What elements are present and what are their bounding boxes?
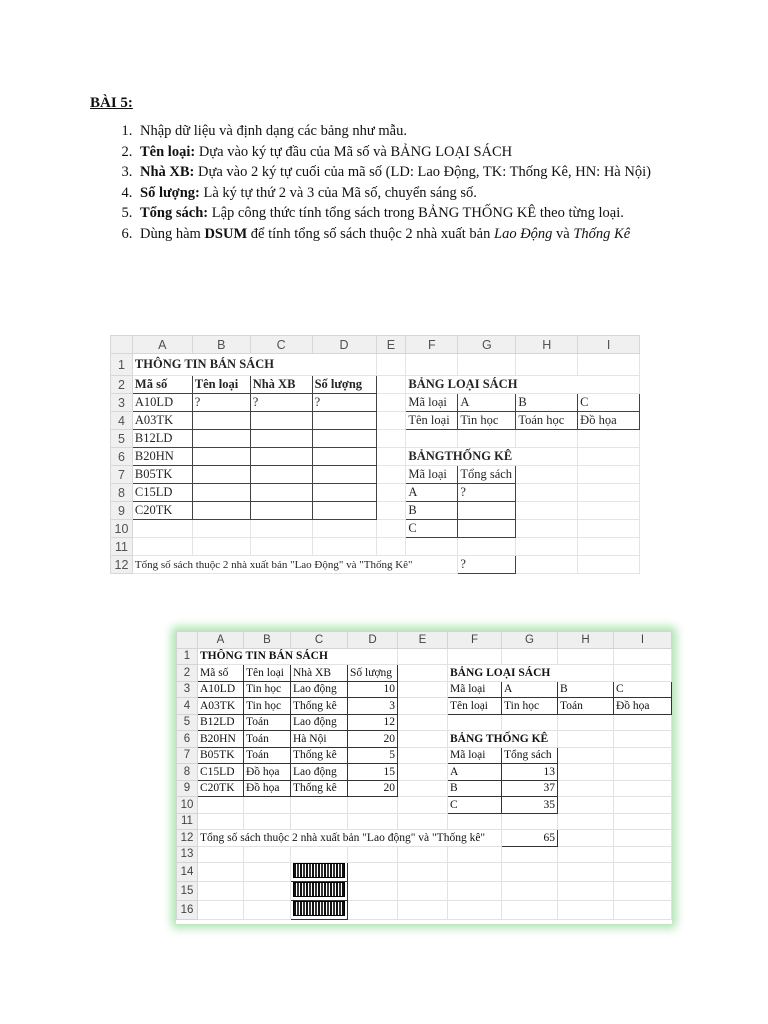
cell[interactable]: Đồ họa [244, 764, 291, 781]
table-row [111, 502, 640, 520]
column-header[interactable]: E [376, 336, 406, 354]
spreadsheet-grid [110, 335, 640, 574]
column-header[interactable]: I [614, 632, 672, 649]
cell[interactable]: 3 [348, 698, 398, 715]
cell[interactable]: Lao động [291, 714, 348, 731]
scribbled-cell[interactable] [291, 863, 348, 882]
row-header[interactable]: 8 [111, 484, 133, 502]
cell[interactable]: Mã loại [448, 681, 502, 698]
column-header[interactable]: G [502, 632, 558, 649]
type-table-title[interactable]: BẢNG LOẠI SÁCH [406, 376, 640, 394]
table-row [111, 466, 640, 484]
table-row [177, 813, 672, 830]
table-row [177, 846, 672, 863]
task-item: 3. Nhà XB: Dựa vào 2 ký tự cuối của mã số (LD: Lao Động, TK: Thống Kê, HN: Hà Nội) [136, 162, 716, 183]
cell[interactable]: B [406, 502, 458, 520]
scribble-mark [293, 863, 345, 878]
column-header[interactable]: B [244, 632, 291, 649]
table-row [177, 797, 672, 814]
cell[interactable]: Tên loại [448, 698, 502, 715]
table-row [111, 394, 640, 412]
cell[interactable]: C [578, 394, 640, 412]
table-row [177, 714, 672, 731]
row-header[interactable]: 10 [177, 797, 198, 814]
cell[interactable]: Đồ họa [244, 780, 291, 797]
cell[interactable]: B [448, 780, 502, 797]
row-header[interactable]: 4 [177, 698, 198, 715]
task-item: 1. Nhập dữ liệu và định dạng các bảng như mẫu. [136, 121, 716, 142]
template-spreadsheet [110, 335, 640, 580]
header-cell[interactable]: Mã số [198, 665, 244, 682]
cell[interactable]: A [448, 764, 502, 781]
code-cell[interactable]: B20HN [132, 448, 192, 466]
header-cell[interactable]: Tổng sách [502, 747, 558, 764]
cell[interactable]: 20 [348, 780, 398, 797]
table-row [177, 747, 672, 764]
table-row [111, 354, 640, 376]
column-header[interactable]: I [578, 336, 640, 354]
cell[interactable]: Tin học [244, 698, 291, 715]
row-header[interactable]: 1 [111, 354, 133, 376]
result-spreadsheet [176, 631, 672, 924]
total-label[interactable]: Tổng số sách thuộc 2 nhà xuất bản "Lao Động" và "Thống Kê" [132, 556, 457, 574]
row-header[interactable]: 3 [177, 681, 198, 698]
cell[interactable]: Thống kê [291, 698, 348, 715]
cell[interactable]: C [406, 520, 458, 538]
column-header[interactable]: A [198, 632, 244, 649]
row-header[interactable]: 2 [111, 376, 133, 394]
total-label[interactable]: Tổng số sách thuộc 2 nhà xuất bản "Lao động" và "Thống kê" [198, 830, 502, 847]
table-row [111, 520, 640, 538]
row-header[interactable]: 15 [177, 882, 198, 901]
column-header[interactable]: D [348, 632, 398, 649]
cell[interactable]: Thống kê [291, 780, 348, 797]
row-header[interactable]: 10 [111, 520, 133, 538]
cell[interactable]: C [614, 681, 672, 698]
column-header[interactable]: E [398, 632, 448, 649]
cell[interactable]: B [516, 394, 578, 412]
table-row [111, 484, 640, 502]
cell[interactable]: ? [312, 394, 376, 412]
stat-table-title[interactable]: BẢNG THỐNG KÊ [448, 731, 558, 748]
task-list [95, 121, 716, 244]
cell[interactable]: C20TK [198, 780, 244, 797]
table-row [177, 648, 672, 665]
header-cell[interactable]: Tên loại [192, 376, 250, 394]
row-header[interactable]: 2 [177, 665, 198, 682]
cell[interactable]: C [448, 797, 502, 814]
cell[interactable]: A10LD [198, 681, 244, 698]
cell[interactable]: Tin học [502, 698, 558, 715]
scribble-mark [293, 901, 345, 916]
row-header[interactable]: 7 [177, 747, 198, 764]
total-cell[interactable]: ? [458, 556, 516, 574]
row-header[interactable]: 7 [111, 466, 133, 484]
row-header[interactable]: 5 [111, 430, 133, 448]
row-header[interactable]: 11 [111, 538, 133, 556]
cell[interactable]: Tin học [458, 412, 516, 430]
header-cell[interactable]: Số lượng [312, 376, 376, 394]
header-cell[interactable]: Tên loại [244, 665, 291, 682]
task-item: 5. Tổng sách: Lập công thức tính tổng sách trong BẢNG THỐNG KÊ theo từng loại. [136, 203, 716, 224]
table-row [177, 764, 672, 781]
table-row [111, 556, 640, 574]
cell[interactable]: A [502, 681, 558, 698]
type-table-title[interactable]: BẢNG LOẠI SÁCH [448, 665, 614, 682]
row-header[interactable]: 13 [177, 846, 198, 863]
table-row [177, 901, 672, 920]
cell[interactable]: ? [192, 394, 250, 412]
cell[interactable]: A03TK [198, 698, 244, 715]
row-header[interactable]: 8 [177, 764, 198, 781]
cell[interactable]: 35 [502, 797, 558, 814]
table-row [177, 665, 672, 682]
column-header[interactable]: H [558, 632, 614, 649]
cell[interactable]: B [558, 681, 614, 698]
cell[interactable]: 37 [502, 780, 558, 797]
header-cell[interactable]: Mã loại [448, 747, 502, 764]
sheet-title[interactable]: THÔNG TIN BÁN SÁCH [198, 648, 398, 665]
cell[interactable]: 5 [348, 747, 398, 764]
code-cell[interactable]: C20TK [132, 502, 192, 520]
row-header[interactable]: 11 [177, 813, 198, 830]
cell[interactable]: Hà Nội [291, 731, 348, 748]
cell[interactable]: A [458, 394, 516, 412]
cell[interactable]: B05TK [198, 747, 244, 764]
cell[interactable]: 12 [348, 714, 398, 731]
row-header[interactable]: 3 [111, 394, 133, 412]
scribbled-cell[interactable] [291, 882, 348, 901]
table-row [111, 430, 640, 448]
cell[interactable]: Đồ họa [578, 412, 640, 430]
table-row [177, 780, 672, 797]
row-header[interactable]: 6 [111, 448, 133, 466]
cell[interactable]: C15LD [198, 764, 244, 781]
cell[interactable]: 10 [348, 681, 398, 698]
scribbled-cell[interactable] [291, 901, 348, 920]
column-header[interactable]: F [406, 336, 458, 354]
task-item: 6. Dùng hàm DSUM để tính tổng số sách thuộc 2 nhà xuất bản Lao Động và Thống Kê [136, 224, 716, 245]
column-header-row [111, 336, 640, 354]
code-cell[interactable]: C15LD [132, 484, 192, 502]
column-header[interactable]: F [448, 632, 502, 649]
cell[interactable]: Toán [558, 698, 614, 715]
cell[interactable]: A [406, 484, 458, 502]
code-cell[interactable]: B12LD [132, 430, 192, 448]
table-row [111, 448, 640, 466]
cell[interactable]: Lao động [291, 681, 348, 698]
table-row [177, 882, 672, 901]
column-header[interactable]: B [192, 336, 250, 354]
table-row [177, 830, 672, 847]
table-row [177, 863, 672, 882]
exercise-heading: BÀI 5: [90, 95, 133, 111]
cell[interactable]: 15 [348, 764, 398, 781]
cell[interactable]: Lao động [291, 764, 348, 781]
header-cell[interactable]: Nhà XB [291, 665, 348, 682]
cell[interactable]: Đồ họa [614, 698, 672, 715]
cell[interactable]: Mã loại [406, 394, 458, 412]
column-header-row [177, 632, 672, 649]
cell[interactable]: Toán [244, 747, 291, 764]
task-item: 4. Số lượng: Là ký tự thứ 2 và 3 của Mã số, chuyển sáng số. [136, 183, 716, 204]
total-cell[interactable]: 65 [502, 830, 558, 847]
column-header[interactable]: H [516, 336, 578, 354]
code-cell[interactable]: A10LD [132, 394, 192, 412]
table-row [111, 376, 640, 394]
code-cell[interactable]: A03TK [132, 412, 192, 430]
table-row [177, 698, 672, 715]
table-row [177, 681, 672, 698]
row-header[interactable]: 6 [177, 731, 198, 748]
cell[interactable]: Tin học [244, 681, 291, 698]
row-header[interactable]: 12 [111, 556, 133, 574]
table-row [111, 412, 640, 430]
header-cell[interactable]: Mã loại [406, 466, 458, 484]
row-header[interactable]: 5 [177, 714, 198, 731]
column-header[interactable]: A [132, 336, 192, 354]
cell[interactable]: ? [458, 484, 516, 502]
cell[interactable]: B12LD [198, 714, 244, 731]
task-item: 2. Tên loại: Dựa vào ký tự đầu của Mã số và BẢNG LOẠI SÁCH [136, 142, 716, 163]
column-header[interactable]: C [291, 632, 348, 649]
stat-table-title[interactable]: BẢNGTHỐNG KÊ [406, 448, 578, 466]
row-header[interactable]: 4 [111, 412, 133, 430]
row-header[interactable]: 9 [111, 502, 133, 520]
cell[interactable]: B20HN [198, 731, 244, 748]
header-cell[interactable]: Số lượng [348, 665, 398, 682]
column-header[interactable]: D [312, 336, 376, 354]
table-row [111, 538, 640, 556]
cell[interactable]: Toán [244, 731, 291, 748]
column-header[interactable]: G [458, 336, 516, 354]
scribble-mark [293, 882, 345, 897]
header-cell[interactable]: Nhà XB [250, 376, 312, 394]
row-header[interactable]: 1 [177, 648, 198, 665]
table-row [177, 731, 672, 748]
sheet-title[interactable]: THÔNG TIN BÁN SÁCH [132, 354, 376, 376]
cell[interactable]: ? [250, 394, 312, 412]
code-cell[interactable]: B05TK [132, 466, 192, 484]
cell[interactable]: Tên loại [406, 412, 458, 430]
cell[interactable]: Thống kê [291, 747, 348, 764]
row-header[interactable]: 14 [177, 863, 198, 882]
row-header[interactable]: 9 [177, 780, 198, 797]
header-cell[interactable]: Mã số [132, 376, 192, 394]
cell[interactable]: 20 [348, 731, 398, 748]
column-header[interactable]: C [250, 336, 312, 354]
cell[interactable]: Toán [244, 714, 291, 731]
header-cell[interactable]: Tổng sách [458, 466, 516, 484]
row-header[interactable]: 12 [177, 830, 198, 847]
cell[interactable]: 13 [502, 764, 558, 781]
spreadsheet-grid [176, 631, 672, 920]
cell[interactable]: Toán học [516, 412, 578, 430]
row-header[interactable]: 16 [177, 901, 198, 920]
